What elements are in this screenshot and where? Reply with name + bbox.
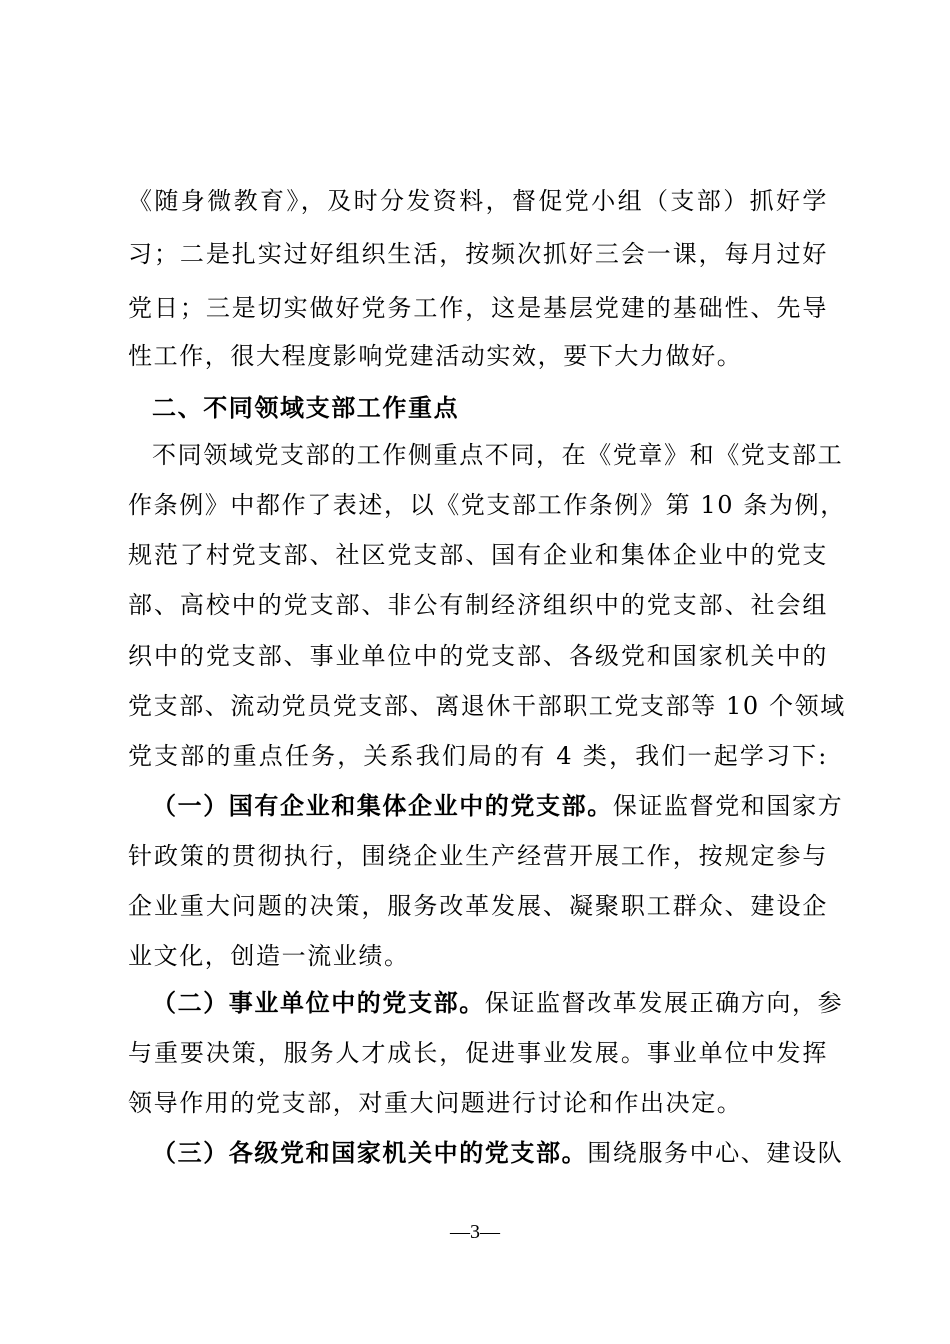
item-1-text: 保证监督党和国家方 [612,792,844,820]
paragraph-line: 不同领域党支部的工作侧重点不同，在《党章》和《党支部工 [152,441,844,469]
section-heading: 二、不同领域支部工作重点 [152,393,460,422]
paragraph-line: 部、高校中的党支部、非公有制经济组织中的党支部、社会组 [128,591,828,619]
paragraph-line: 业文化，创造一流业绩。 [128,942,410,970]
paragraph-line: 针政策的贯彻执行，围绕企业生产经营开展工作，按规定参与 [128,842,828,870]
paragraph-line: 《随身微教育》，及时分发资料，督促党小组（支部）抓好学 [128,187,828,215]
item-1-first-line [152,788,844,824]
item-3-title: （三）各级党和国家机关中的党支部。 [152,1138,588,1167]
paragraph-line: 与重要决策，服务人才成长，促进事业发展。事业单位中发挥 [128,1039,828,1067]
paragraph-line: 作条例》中都作了表述，以《党支部工作条例》第 10 条为例， [128,491,846,519]
paragraph-line: 领导作用的党支部，对重大问题进行讨论和作出决定。 [128,1089,743,1117]
paragraph-line: 性工作，很大程度影响党建活动实效，要下大力做好。 [128,342,743,370]
item-2-first-line [152,985,844,1021]
paragraph-line: 习；二是扎实过好组织生活，按频次抓好三会一课，每月过好 [128,240,828,268]
page-number: —3— [450,1221,500,1243]
item-3-text: 围绕服务中心、建设队 [587,1139,844,1167]
paragraph-line: 规范了村党支部、社区党支部、国有企业和集体企业中的党支 [128,541,828,569]
paragraph-line: 党支部、流动党员党支部、离退休干部职工党支部等 10 个领域 [128,692,846,720]
item-2-title: （二）事业单位中的党支部。 [152,988,485,1017]
item-3-first-line [152,1135,844,1171]
paragraph-line: 企业重大问题的决策，服务改革发展、凝聚职工群众、建设企 [128,892,828,920]
paragraph-line: 党日；三是切实做好党务工作，这是基层党建的基础性、先导 [128,294,828,322]
paragraph-line: 党支部的重点任务，关系我们局的有 4 类，我们一起学习下: [128,742,828,770]
item-2-text: 保证监督改革发展正确方向，参 [484,989,844,1017]
item-1-title: （一）国有企业和集体企业中的党支部。 [152,791,613,820]
paragraph-line: 织中的党支部、事业单位中的党支部、各级党和国家机关中的 [128,642,828,670]
